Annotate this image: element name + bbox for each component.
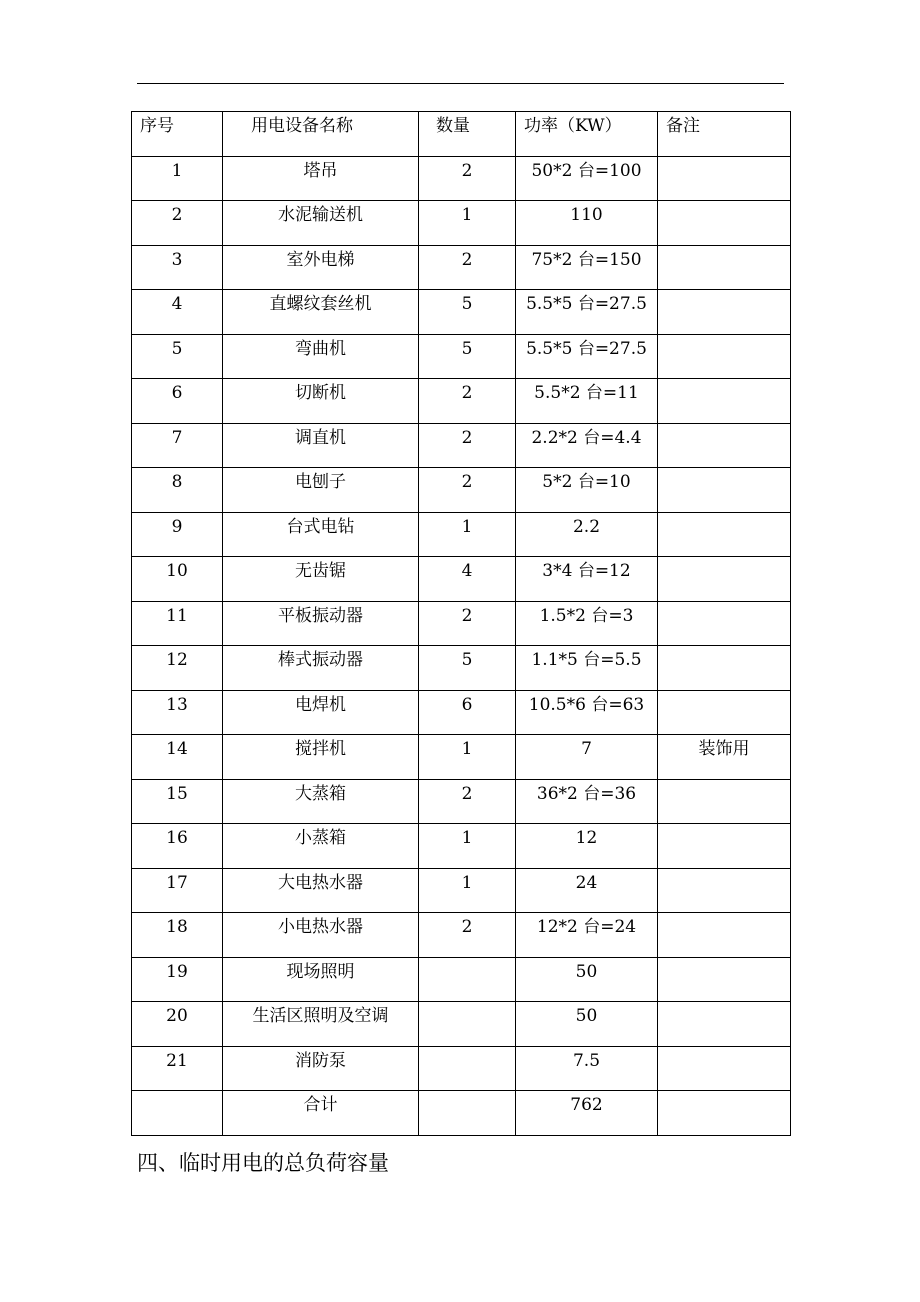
- cell-seq: 1: [132, 156, 223, 201]
- table-row: [132, 779, 791, 824]
- table-row: [132, 423, 791, 468]
- cell-power: 12*2 台=24: [516, 913, 658, 958]
- table-row: [132, 868, 791, 913]
- table-row: [132, 1002, 791, 1047]
- cell-power: 1.5*2 台=3: [516, 601, 658, 646]
- cell-quantity: 2: [419, 379, 516, 424]
- cell-seq: 17: [132, 868, 223, 913]
- cell-equipment-name: 室外电梯: [223, 245, 419, 290]
- cell-quantity: [419, 1046, 516, 1091]
- cell-power: 50: [516, 957, 658, 1002]
- header-rule: [137, 83, 784, 84]
- cell-equipment-name: 大蒸箱: [223, 779, 419, 824]
- cell-quantity: 5: [419, 646, 516, 691]
- cell-equipment-name: 无齿锯: [223, 557, 419, 602]
- cell-equipment-name: 生活区照明及空调: [223, 1002, 419, 1047]
- cell-quantity: 4: [419, 557, 516, 602]
- cell-equipment-name: 切断机: [223, 379, 419, 424]
- cell-equipment-name: 调直机: [223, 423, 419, 468]
- cell-equipment-name: 弯曲机: [223, 334, 419, 379]
- table-row: [132, 512, 791, 557]
- section-heading: 四、临时用电的总负荷容量: [137, 1151, 389, 1175]
- cell-seq: 4: [132, 290, 223, 335]
- cell-note: [658, 646, 791, 691]
- cell-equipment-name: 小蒸箱: [223, 824, 419, 869]
- cell-quantity: 2: [419, 468, 516, 513]
- cell-power: 7.5: [516, 1046, 658, 1091]
- header-quantity: 数量: [419, 112, 516, 157]
- cell-power: 762: [516, 1091, 658, 1136]
- table-row: [132, 601, 791, 646]
- cell-power: 5.5*2 台=11: [516, 379, 658, 424]
- header-equipment-name: 用电设备名称: [223, 112, 419, 157]
- cell-note: [658, 379, 791, 424]
- cell-quantity: 1: [419, 512, 516, 557]
- cell-power: 2.2*2 台=4.4: [516, 423, 658, 468]
- cell-seq: 15: [132, 779, 223, 824]
- cell-power: 1.1*5 台=5.5: [516, 646, 658, 691]
- cell-power: 110: [516, 201, 658, 246]
- cell-note: [658, 1046, 791, 1091]
- cell-seq: 10: [132, 557, 223, 602]
- cell-power: 50: [516, 1002, 658, 1047]
- cell-power: 7: [516, 735, 658, 780]
- cell-note: 装饰用: [658, 735, 791, 780]
- table-total-row: [132, 1091, 791, 1136]
- table-row: [132, 379, 791, 424]
- cell-quantity: 2: [419, 601, 516, 646]
- cell-seq: 16: [132, 824, 223, 869]
- cell-equipment-name: 搅拌机: [223, 735, 419, 780]
- cell-seq: 12: [132, 646, 223, 691]
- cell-seq: 13: [132, 690, 223, 735]
- table-row: [132, 334, 791, 379]
- cell-equipment-name: 塔吊: [223, 156, 419, 201]
- table-row: [132, 690, 791, 735]
- cell-equipment-name: 棒式振动器: [223, 646, 419, 691]
- cell-quantity: 5: [419, 334, 516, 379]
- table-row: [132, 156, 791, 201]
- cell-note: [658, 156, 791, 201]
- cell-note: [658, 423, 791, 468]
- cell-seq: 18: [132, 913, 223, 958]
- cell-seq: 5: [132, 334, 223, 379]
- cell-quantity: 2: [419, 245, 516, 290]
- cell-note: [658, 557, 791, 602]
- cell-quantity: 1: [419, 735, 516, 780]
- cell-note: [658, 245, 791, 290]
- table-header-row: [132, 112, 791, 157]
- cell-quantity: 5: [419, 290, 516, 335]
- table-row: [132, 245, 791, 290]
- cell-seq: 11: [132, 601, 223, 646]
- cell-seq: 8: [132, 468, 223, 513]
- cell-note: [658, 601, 791, 646]
- cell-power: 36*2 台=36: [516, 779, 658, 824]
- cell-equipment-name: 大电热水器: [223, 868, 419, 913]
- cell-equipment-name: 消防泵: [223, 1046, 419, 1091]
- cell-equipment-name: 台式电钻: [223, 512, 419, 557]
- cell-power: 5.5*5 台=27.5: [516, 290, 658, 335]
- cell-power: 75*2 台=150: [516, 245, 658, 290]
- cell-note: [658, 957, 791, 1002]
- table-row: [132, 468, 791, 513]
- cell-seq: 7: [132, 423, 223, 468]
- table-row: [132, 957, 791, 1002]
- cell-equipment-name: 合计: [223, 1091, 419, 1136]
- cell-power: 50*2 台=100: [516, 156, 658, 201]
- cell-quantity: 2: [419, 156, 516, 201]
- cell-equipment-name: 平板振动器: [223, 601, 419, 646]
- table-row: [132, 557, 791, 602]
- cell-power: 12: [516, 824, 658, 869]
- cell-power: 2.2: [516, 512, 658, 557]
- equipment-power-table: [131, 111, 791, 1136]
- table-row: [132, 824, 791, 869]
- cell-note: [658, 1091, 791, 1136]
- cell-quantity: [419, 1091, 516, 1136]
- cell-seq: 6: [132, 379, 223, 424]
- cell-quantity: [419, 1002, 516, 1047]
- cell-seq: 19: [132, 957, 223, 1002]
- cell-equipment-name: 现场照明: [223, 957, 419, 1002]
- table-row: [132, 646, 791, 691]
- cell-note: [658, 690, 791, 735]
- cell-equipment-name: 电焊机: [223, 690, 419, 735]
- cell-note: [658, 824, 791, 869]
- cell-seq: 9: [132, 512, 223, 557]
- cell-note: [658, 512, 791, 557]
- cell-equipment-name: 电刨子: [223, 468, 419, 513]
- table-body: [132, 156, 791, 1135]
- cell-equipment-name: 直螺纹套丝机: [223, 290, 419, 335]
- cell-seq: 20: [132, 1002, 223, 1047]
- cell-power: 5*2 台=10: [516, 468, 658, 513]
- cell-seq: 2: [132, 201, 223, 246]
- table-row: [132, 913, 791, 958]
- cell-quantity: 1: [419, 868, 516, 913]
- cell-note: [658, 913, 791, 958]
- table-row: [132, 1046, 791, 1091]
- cell-seq: 14: [132, 735, 223, 780]
- cell-seq: 3: [132, 245, 223, 290]
- cell-note: [658, 334, 791, 379]
- cell-power: 5.5*5 台=27.5: [516, 334, 658, 379]
- cell-quantity: 2: [419, 779, 516, 824]
- cell-note: [658, 1002, 791, 1047]
- header-power: 功率（KW）: [516, 112, 658, 157]
- cell-power: 3*4 台=12: [516, 557, 658, 602]
- cell-power: 10.5*6 台=63: [516, 690, 658, 735]
- cell-seq: [132, 1091, 223, 1136]
- cell-note: [658, 868, 791, 913]
- table-row: [132, 290, 791, 335]
- cell-equipment-name: 水泥输送机: [223, 201, 419, 246]
- cell-quantity: 1: [419, 201, 516, 246]
- table-row: [132, 735, 791, 780]
- cell-note: [658, 290, 791, 335]
- cell-quantity: 6: [419, 690, 516, 735]
- cell-quantity: 2: [419, 423, 516, 468]
- cell-seq: 21: [132, 1046, 223, 1091]
- cell-note: [658, 779, 791, 824]
- cell-quantity: 2: [419, 913, 516, 958]
- table-row: [132, 201, 791, 246]
- cell-quantity: 1: [419, 824, 516, 869]
- cell-power: 24: [516, 868, 658, 913]
- header-note: 备注: [658, 112, 791, 157]
- cell-quantity: [419, 957, 516, 1002]
- cell-equipment-name: 小电热水器: [223, 913, 419, 958]
- header-seq: 序号: [132, 112, 223, 157]
- cell-note: [658, 468, 791, 513]
- cell-note: [658, 201, 791, 246]
